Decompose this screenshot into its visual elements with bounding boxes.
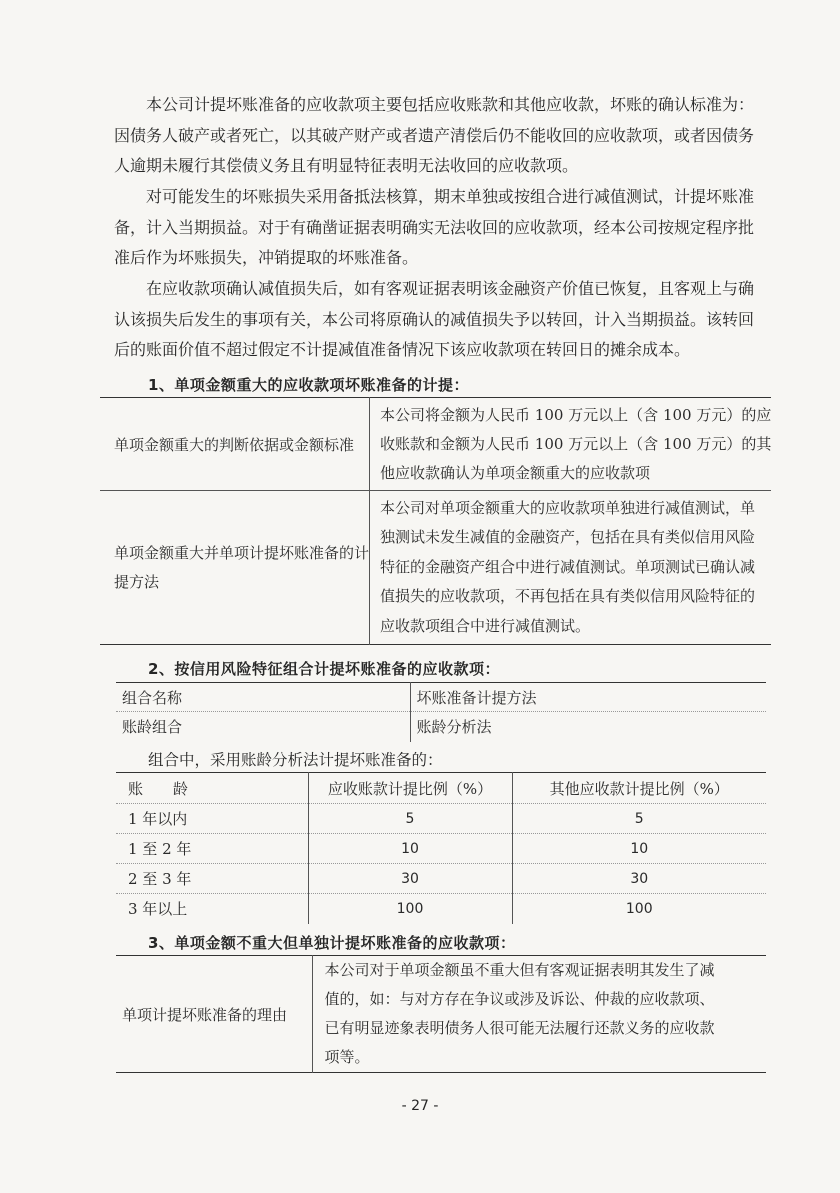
- text-line: 因债务人破产或者死亡，以其破产财产或者遗产清偿后仍不能收回的应收款项，或者因债务: [114, 125, 755, 145]
- text-line: 在应收款项确认减值损失后，如有客观证据表明该金融资产价值已恢复，且客观上与确: [146, 279, 755, 298]
- text-line: 准后作为坏账损失，冲销提取的坏账准备。: [114, 248, 419, 267]
- aging-period-cell: 1 年以内: [116, 804, 308, 834]
- content-line: 应收款项组合中进行减值测试。: [380, 616, 591, 635]
- aging-period-cell: 2 至 3 年: [116, 864, 308, 894]
- other-receivable-ratio-cell: 5: [512, 804, 766, 834]
- receivable-ratio-cell: 30: [308, 864, 512, 894]
- aging-period-cell: 1 至 2 年: [116, 834, 308, 864]
- section1-table: [100, 397, 771, 645]
- content-line: 已有明显迹象表明债务人很可能无法履行还款义务的应收款: [324, 1019, 715, 1037]
- content-line: 本公司对于单项金额虽不重大但有客观证据表明其发生了减: [324, 961, 715, 979]
- paragraph-bad-debt-criteria: [114, 90, 755, 182]
- text-line: 认该损失后发生的事项有关，本公司将原确认的减值损失予以转回，计入当期损益。该转回: [114, 309, 755, 329]
- text-line: 对可能发生的坏账损失采用备抵法核算，期末单独或按组合进行减值测试，计提坏账准: [146, 187, 755, 206]
- content-line: 独测试未发生减值的金融资产，包括在具有类似信用风险: [380, 528, 756, 547]
- aging-period-cell: 3 年以上: [116, 894, 308, 924]
- table-header-row: [116, 773, 766, 804]
- text-line: 后的账面价值不超过假定不计提减值准备情况下该应收款项在转回日的摊余成本。: [114, 340, 691, 359]
- page-number: - 27 -: [401, 1098, 439, 1114]
- content-line: 本公司对单项金额重大的应收款项单独进行减值测试，单: [380, 498, 756, 517]
- table-row: [116, 864, 766, 894]
- other-receivable-ratio-cell: 10: [512, 834, 766, 864]
- provision-method-cell: 账龄分析法: [416, 718, 492, 737]
- table-header-row: [116, 683, 766, 712]
- reason-content-cell: [312, 956, 766, 1073]
- label-line: 提方法: [114, 572, 160, 591]
- aging-table: [116, 772, 766, 924]
- table-label-cell: [100, 491, 370, 645]
- table-row: [100, 398, 771, 491]
- section1-heading: 1、单项金额重大的应收款项坏账准备的计提：: [148, 376, 469, 394]
- content-line: 本公司将金额为人民币 100 万元以上（含 100 万元）的应: [380, 405, 772, 424]
- receivable-ratio-cell: 100: [308, 894, 512, 924]
- text-line: 人逾期未履行其偿债义务且有明显特征表明无法收回的应收款项。: [114, 156, 579, 175]
- table-label-cell: [100, 398, 370, 491]
- portfolio-name-header: 组合名称: [116, 683, 410, 712]
- receivable-ratio-cell: 10: [308, 834, 512, 864]
- aging-intro: 组合中，采用账龄分析法计提坏账准备的：: [148, 751, 443, 769]
- portfolio-table: [116, 682, 766, 742]
- content-line: 值损失的应收款项，不再包括在具有类似信用风险特征的: [380, 587, 756, 606]
- content-line: 收账款和金额为人民币 100 万元以上（含 100 万元）的其: [380, 434, 772, 453]
- table-row: [116, 804, 766, 834]
- content-line: 他应收款确认为单项金额重大的应收款项: [380, 463, 651, 482]
- table-row: [116, 956, 766, 1073]
- portfolio-name-cell: 账龄组合: [116, 712, 410, 742]
- content-line: 特征的金融资产组合中进行减值测试。单项测试已确认减: [380, 557, 756, 576]
- table-content-cell: [370, 398, 772, 491]
- table-row: [100, 491, 771, 645]
- section3-heading: 3、单项金额不重大但单独计提坏账准备的应收款项：: [148, 934, 516, 952]
- receivable-ratio-header: 应收账款计提比例（%）: [308, 773, 512, 804]
- label-line: 单项金额重大的判断依据或金额标准: [114, 435, 355, 454]
- receivable-ratio-cell: 5: [308, 804, 512, 834]
- text-line: 备，计入当期损益。对于有确凿证据表明确实无法收回的应收款项，经本公司按规定程序批: [114, 217, 755, 237]
- content-line: 项等。: [324, 1048, 370, 1066]
- other-receivable-ratio-cell: 30: [512, 864, 766, 894]
- paragraph-reversal: [114, 274, 755, 366]
- other-receivable-ratio-header: 其他应收款计提比例（%）: [512, 773, 766, 804]
- table-row: [116, 712, 766, 742]
- label-line: 单项金额重大并单项计提坏账准备的计: [114, 543, 370, 562]
- text-line: 本公司计提坏账准备的应收款项主要包括应收账款和其他应收款，坏账的确认标准为：: [146, 95, 755, 114]
- paragraph-allowance-method: [114, 182, 755, 274]
- table-row: [116, 894, 766, 924]
- section2-heading: 2、按信用风险特征组合计提坏账准备的应收款项：: [148, 660, 500, 678]
- aging-header-cell: 账 龄: [116, 773, 308, 804]
- reason-label-cell: 单项计提坏账准备的理由: [116, 956, 312, 1073]
- other-receivable-ratio-cell: 100: [625, 900, 653, 917]
- table-content-cell: [370, 491, 772, 645]
- provision-method-header: 坏账准备计提方法: [410, 683, 766, 712]
- section3-table: [116, 955, 766, 1073]
- content-line: 值的，如：与对方存在争议或涉及诉讼、仲裁的应收款项、: [324, 990, 715, 1008]
- table-row: [116, 834, 766, 864]
